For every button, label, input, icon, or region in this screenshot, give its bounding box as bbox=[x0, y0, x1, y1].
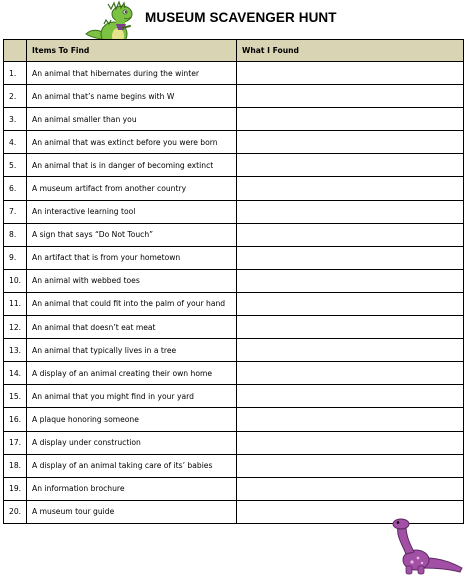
what-i-found-cell[interactable] bbox=[237, 362, 464, 385]
what-i-found-cell[interactable] bbox=[237, 154, 464, 177]
table-row bbox=[4, 85, 464, 108]
row-number: 7. bbox=[4, 200, 27, 223]
purple-dinosaur-icon bbox=[384, 516, 464, 576]
item-to-find: An animal that you might find in your yard bbox=[27, 385, 237, 408]
table-body bbox=[4, 62, 464, 524]
table-row bbox=[4, 131, 464, 154]
what-i-found-cell[interactable] bbox=[237, 177, 464, 200]
table-row bbox=[4, 385, 464, 408]
item-to-find: An animal with webbed toes bbox=[27, 269, 237, 292]
table-row bbox=[4, 316, 464, 339]
row-number: 2. bbox=[4, 85, 27, 108]
item-to-find: An animal that is in danger of becoming extinct bbox=[27, 154, 237, 177]
item-to-find: A plaque honoring someone bbox=[27, 408, 237, 431]
table-row bbox=[4, 477, 464, 500]
column-header-items: Items To Find bbox=[27, 40, 237, 62]
item-to-find: An animal that hibernates during the winter bbox=[27, 62, 237, 85]
item-to-find: An animal that was extinct before you were born bbox=[27, 131, 237, 154]
what-i-found-cell[interactable] bbox=[237, 292, 464, 315]
table-row bbox=[4, 339, 464, 362]
what-i-found-cell[interactable] bbox=[237, 385, 464, 408]
table-row bbox=[4, 246, 464, 269]
row-number: 10. bbox=[4, 269, 27, 292]
what-i-found-cell[interactable] bbox=[237, 454, 464, 477]
table-row bbox=[4, 200, 464, 223]
row-number: 20. bbox=[4, 500, 27, 523]
table-row bbox=[4, 177, 464, 200]
table-row bbox=[4, 408, 464, 431]
table-header-row bbox=[4, 40, 464, 62]
row-number: 11. bbox=[4, 292, 27, 315]
item-to-find: A display under construction bbox=[27, 431, 237, 454]
table-row bbox=[4, 362, 464, 385]
what-i-found-cell[interactable] bbox=[237, 431, 464, 454]
row-number: 1. bbox=[4, 62, 27, 85]
table-row bbox=[4, 454, 464, 477]
item-to-find: An animal that doesn’t eat meat bbox=[27, 316, 237, 339]
table-row bbox=[4, 108, 464, 131]
row-number: 8. bbox=[4, 223, 27, 246]
row-number: 12. bbox=[4, 316, 27, 339]
table-row bbox=[4, 431, 464, 454]
what-i-found-cell[interactable] bbox=[237, 316, 464, 339]
item-to-find: An artifact that is from your hometown bbox=[27, 246, 237, 269]
what-i-found-cell[interactable] bbox=[237, 223, 464, 246]
column-header-number bbox=[4, 40, 27, 62]
what-i-found-cell[interactable] bbox=[237, 246, 464, 269]
row-number: 17. bbox=[4, 431, 27, 454]
column-header-found: What I Found bbox=[237, 40, 464, 62]
item-to-find: An interactive learning tool bbox=[27, 200, 237, 223]
what-i-found-cell[interactable] bbox=[237, 85, 464, 108]
what-i-found-cell[interactable] bbox=[237, 108, 464, 131]
row-number: 5. bbox=[4, 154, 27, 177]
item-to-find: A museum artifact from another country bbox=[27, 177, 237, 200]
row-number: 4. bbox=[4, 131, 27, 154]
what-i-found-cell[interactable] bbox=[237, 269, 464, 292]
scavenger-hunt-table bbox=[3, 39, 464, 524]
table-row bbox=[4, 269, 464, 292]
what-i-found-cell[interactable] bbox=[237, 408, 464, 431]
item-to-find: A display of an animal taking care of its’ babies bbox=[27, 454, 237, 477]
what-i-found-cell[interactable] bbox=[237, 62, 464, 85]
what-i-found-cell[interactable] bbox=[237, 200, 464, 223]
item-to-find: A display of an animal creating their own home bbox=[27, 362, 237, 385]
table-row bbox=[4, 223, 464, 246]
table-row bbox=[4, 62, 464, 85]
row-number: 3. bbox=[4, 108, 27, 131]
row-number: 14. bbox=[4, 362, 27, 385]
item-to-find: An animal that typically lives in a tree bbox=[27, 339, 237, 362]
item-to-find: A museum tour guide bbox=[27, 500, 237, 523]
row-number: 15. bbox=[4, 385, 27, 408]
what-i-found-cell[interactable] bbox=[237, 339, 464, 362]
item-to-find: An animal that’s name begins with W bbox=[27, 85, 237, 108]
item-to-find: A sign that says “Do Not Touch” bbox=[27, 223, 237, 246]
page-title: MUSEUM SCAVENGER HUNT bbox=[145, 10, 337, 25]
row-number: 9. bbox=[4, 246, 27, 269]
what-i-found-cell[interactable] bbox=[237, 477, 464, 500]
row-number: 6. bbox=[4, 177, 27, 200]
item-to-find: An information brochure bbox=[27, 477, 237, 500]
row-number: 13. bbox=[4, 339, 27, 362]
row-number: 19. bbox=[4, 477, 27, 500]
what-i-found-cell[interactable] bbox=[237, 131, 464, 154]
item-to-find: An animal smaller than you bbox=[27, 108, 237, 131]
row-number: 18. bbox=[4, 454, 27, 477]
row-number: 16. bbox=[4, 408, 27, 431]
item-to-find: An animal that could fit into the palm of your hand bbox=[27, 292, 237, 315]
table-row bbox=[4, 292, 464, 315]
table-row bbox=[4, 154, 464, 177]
